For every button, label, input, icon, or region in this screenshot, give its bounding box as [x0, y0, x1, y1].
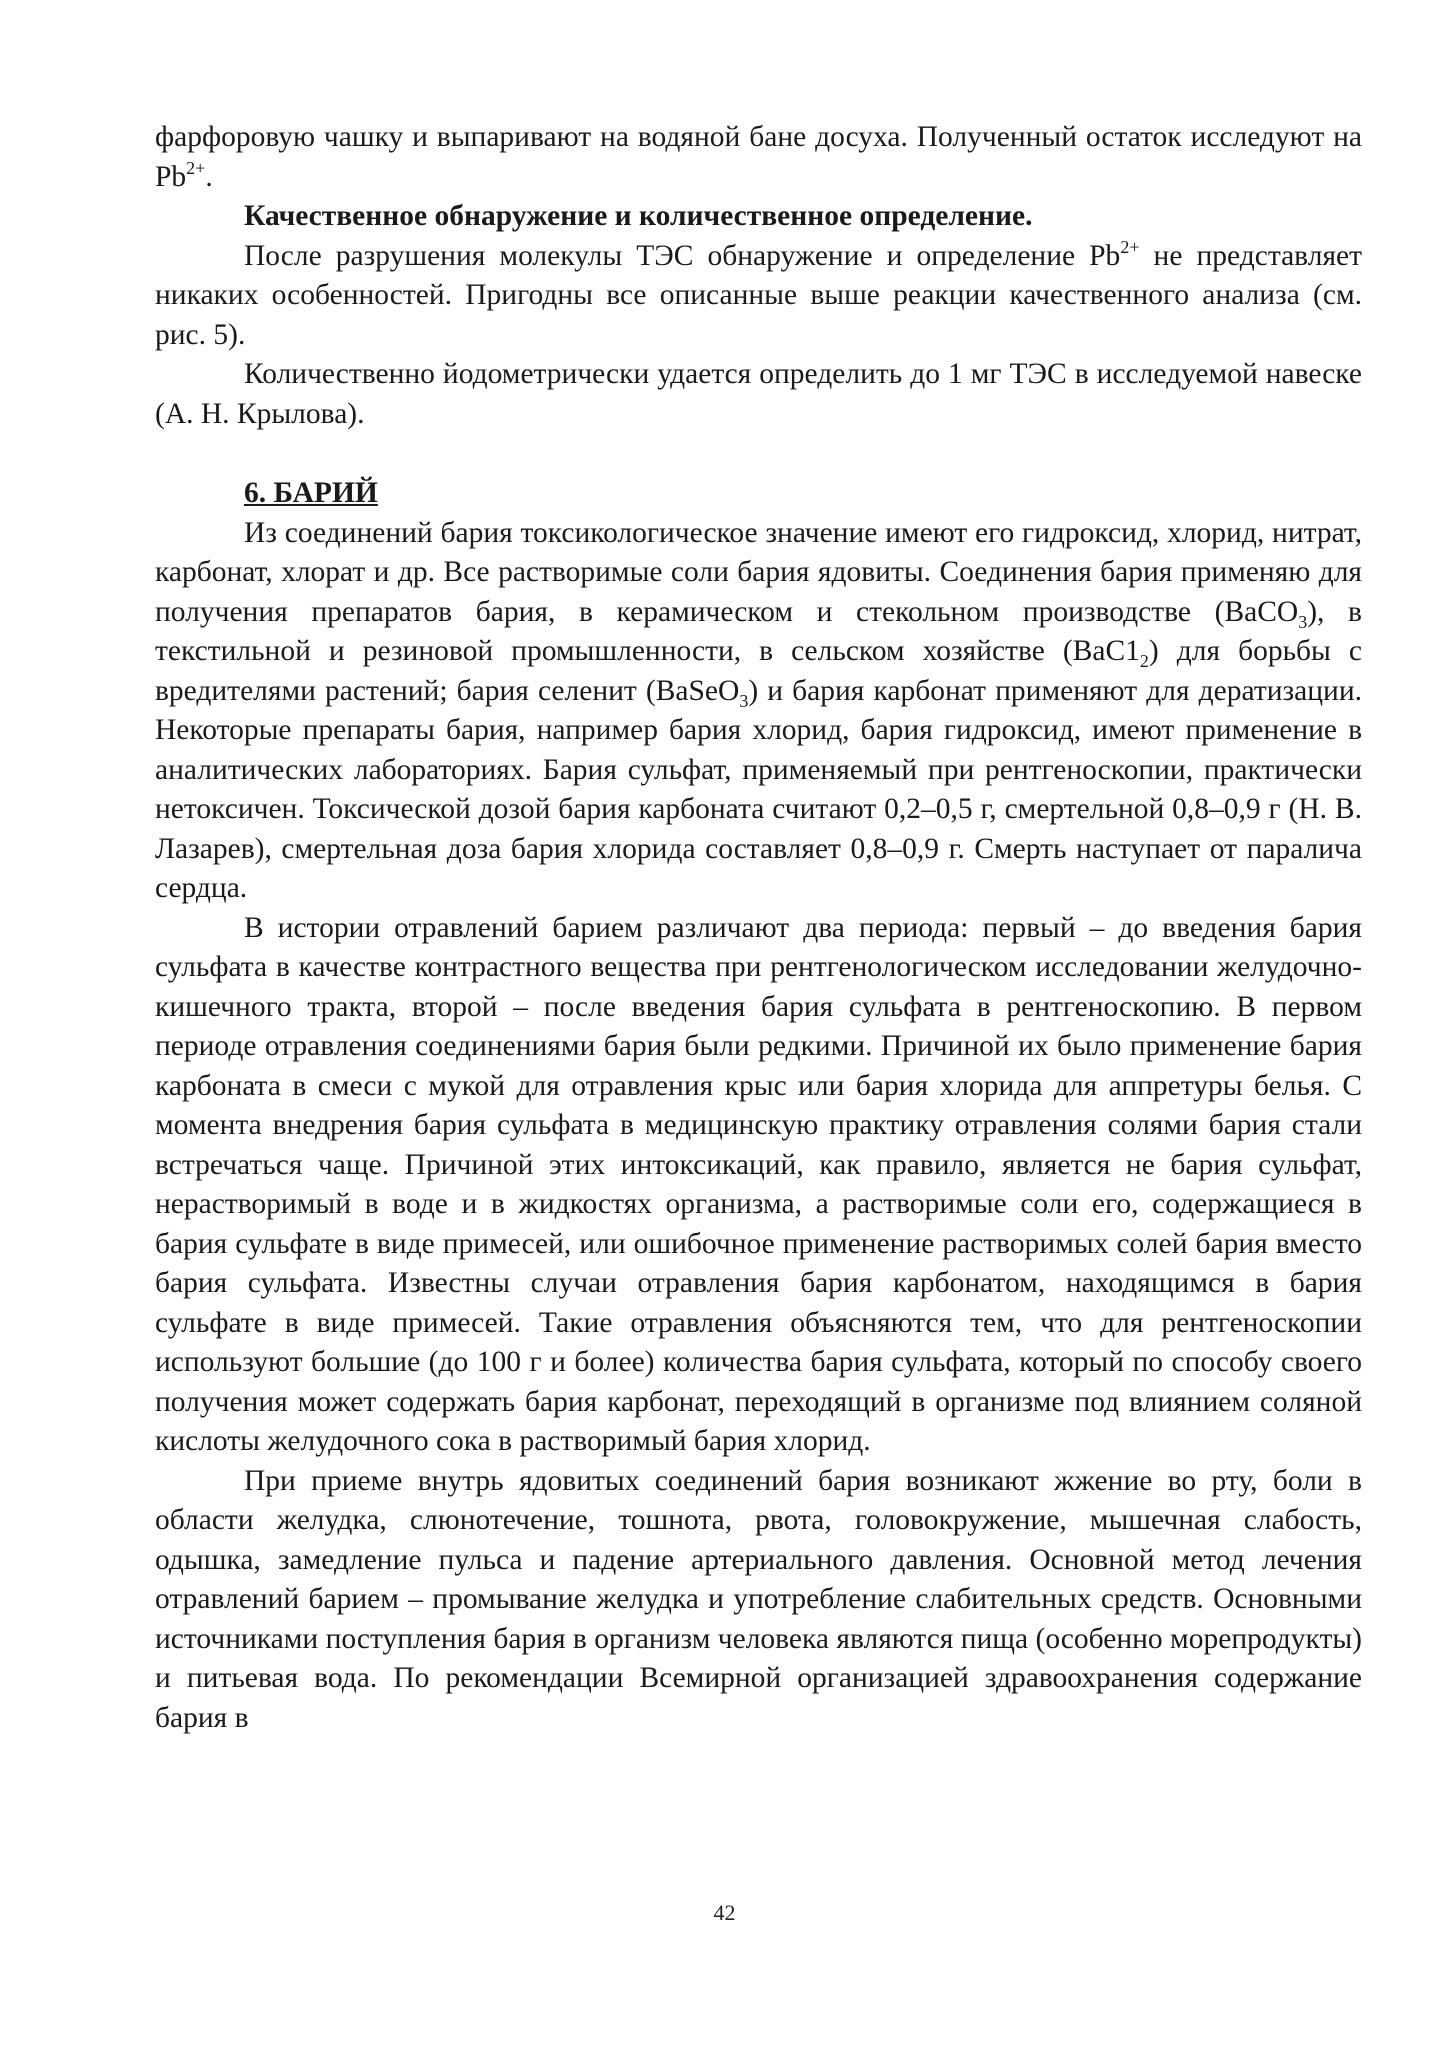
paragraph-text: ) для борьбы с вредителями растений; бария селенит (BaSeO	[155, 635, 1362, 707]
paragraph-text: После разрушения молекулы ТЭС обнаружение и определение Pb	[244, 239, 1121, 272]
paragraph-barium-compounds	[155, 514, 1362, 909]
paragraph-iodometry: Количественно йодометрически удается определить до 1 мг ТЭС в исследуемой навеске (А. Н. Крылова).	[155, 358, 1362, 430]
subscript-index: 2	[1139, 651, 1149, 671]
page-body	[155, 118, 1362, 1738]
paragraph-text: не представляет никаких особенностей. Пригодны все описанные выше реакции качественного анализа (см. рис. 5).	[155, 239, 1362, 351]
subscript-index: 3	[1298, 611, 1308, 632]
superscript-charge: 2+	[186, 157, 206, 178]
paragraph-text: ), в текстильной и резиновой промышленности, в сельском хозяйстве (BaC1	[155, 595, 1362, 667]
paragraph-text: .	[205, 160, 213, 193]
section-gap	[155, 434, 1362, 474]
paragraph-symptoms: При приеме внутрь ядовитых соединений бария возникают жжение во рту, боли в области желудка, слюнотечение, тошнота, рвота, головокружение, мышечная слабость, одышка, замедление пульса и падение артериального давления. Основной метод лечения отравлений барием – промывание желудка и употребление слабительных средств. Основными источниками поступления бария в организм человека являются пища (особенно морепродукты) и питьевая вода. По рекомендации Всемирной организацией здравоохранения содержание бария в	[155, 1464, 1362, 1734]
section-heading: 6. БАРИЙ	[244, 477, 378, 509]
section-subheading: Качественное обнаружение и количественное определение.	[244, 200, 1033, 232]
subscript-index: 3	[739, 690, 749, 711]
paragraph-text: фарфоровую чашку и выпаривают на водяной бане досуха. Полученный остаток исследуют на Pb	[155, 121, 1362, 193]
paragraph-poisoning-history: В истории отравлений барием различают два периода: первый – до введения бария сульфата в качестве контрастного вещества при рентгенологическом исследовании желудочно-кишечного тракта, второй – после введения бария сульфата в рентгеноскопию. В первом периоде отравления соединениями бария были редкими. Причиной их было применение бария карбоната в смеси с мукой для отравления крыс или бария хлорида для аппретуры белья. С момента внедрения бария сульфата в медицинскую практику отравления солями бария стали встречаться чаще. Причиной этих интоксикаций, как правило, является не бария сульфат, нерастворимый в воде и в жидкостях организма, а растворимые соли его, содержащиеся в бария сульфате в виде примесей, или ошибочное применение растворимых солей бария вместо бария сульфата. Известны случаи отравления бария карбонатом, находящимся в бария сульфате в виде примесей. Такие отравления объясняются тем, что для рентгеноскопии используют большие (до 100 г и более) количества бария сульфата, который по способу своего получения может содержать бария карбонат, переходящий в организме под влиянием соляной кислоты желудочного сока в растворимый бария хлорид.	[155, 911, 1362, 1457]
paragraph-detection	[155, 237, 1362, 356]
paragraph-continuation	[155, 118, 1362, 197]
superscript-charge: 2+	[1120, 236, 1140, 257]
paragraph-text: ) и бария карбонат применяют для дератизации. Некоторые препараты бария, например бария хлорид, бария гидроксид, имеют применение в аналитических лабораториях. Бария сульфат, применяемый при рентгеноскопии, практически нетоксичен. Токсической дозой бария карбоната считают 0,2–0,5 г, смертельной 0,8–0,9 г (Н. В. Лазарев), смертельная доза бария хлорида составляет 0,8–0,9 г. Смерть наступает от паралича сердца.	[155, 674, 1362, 904]
page-number: 42	[713, 1900, 736, 1925]
paragraph-text: Из соединений бария токсикологическое значение имеют его гидроксид, хлорид, нитрат, карбонат, хлорат и др. Все растворимые соли бария ядовиты. Соединения бария применяю для получения препаратов бария, в керамическом и стекольном производстве (BaCO	[155, 516, 1362, 628]
